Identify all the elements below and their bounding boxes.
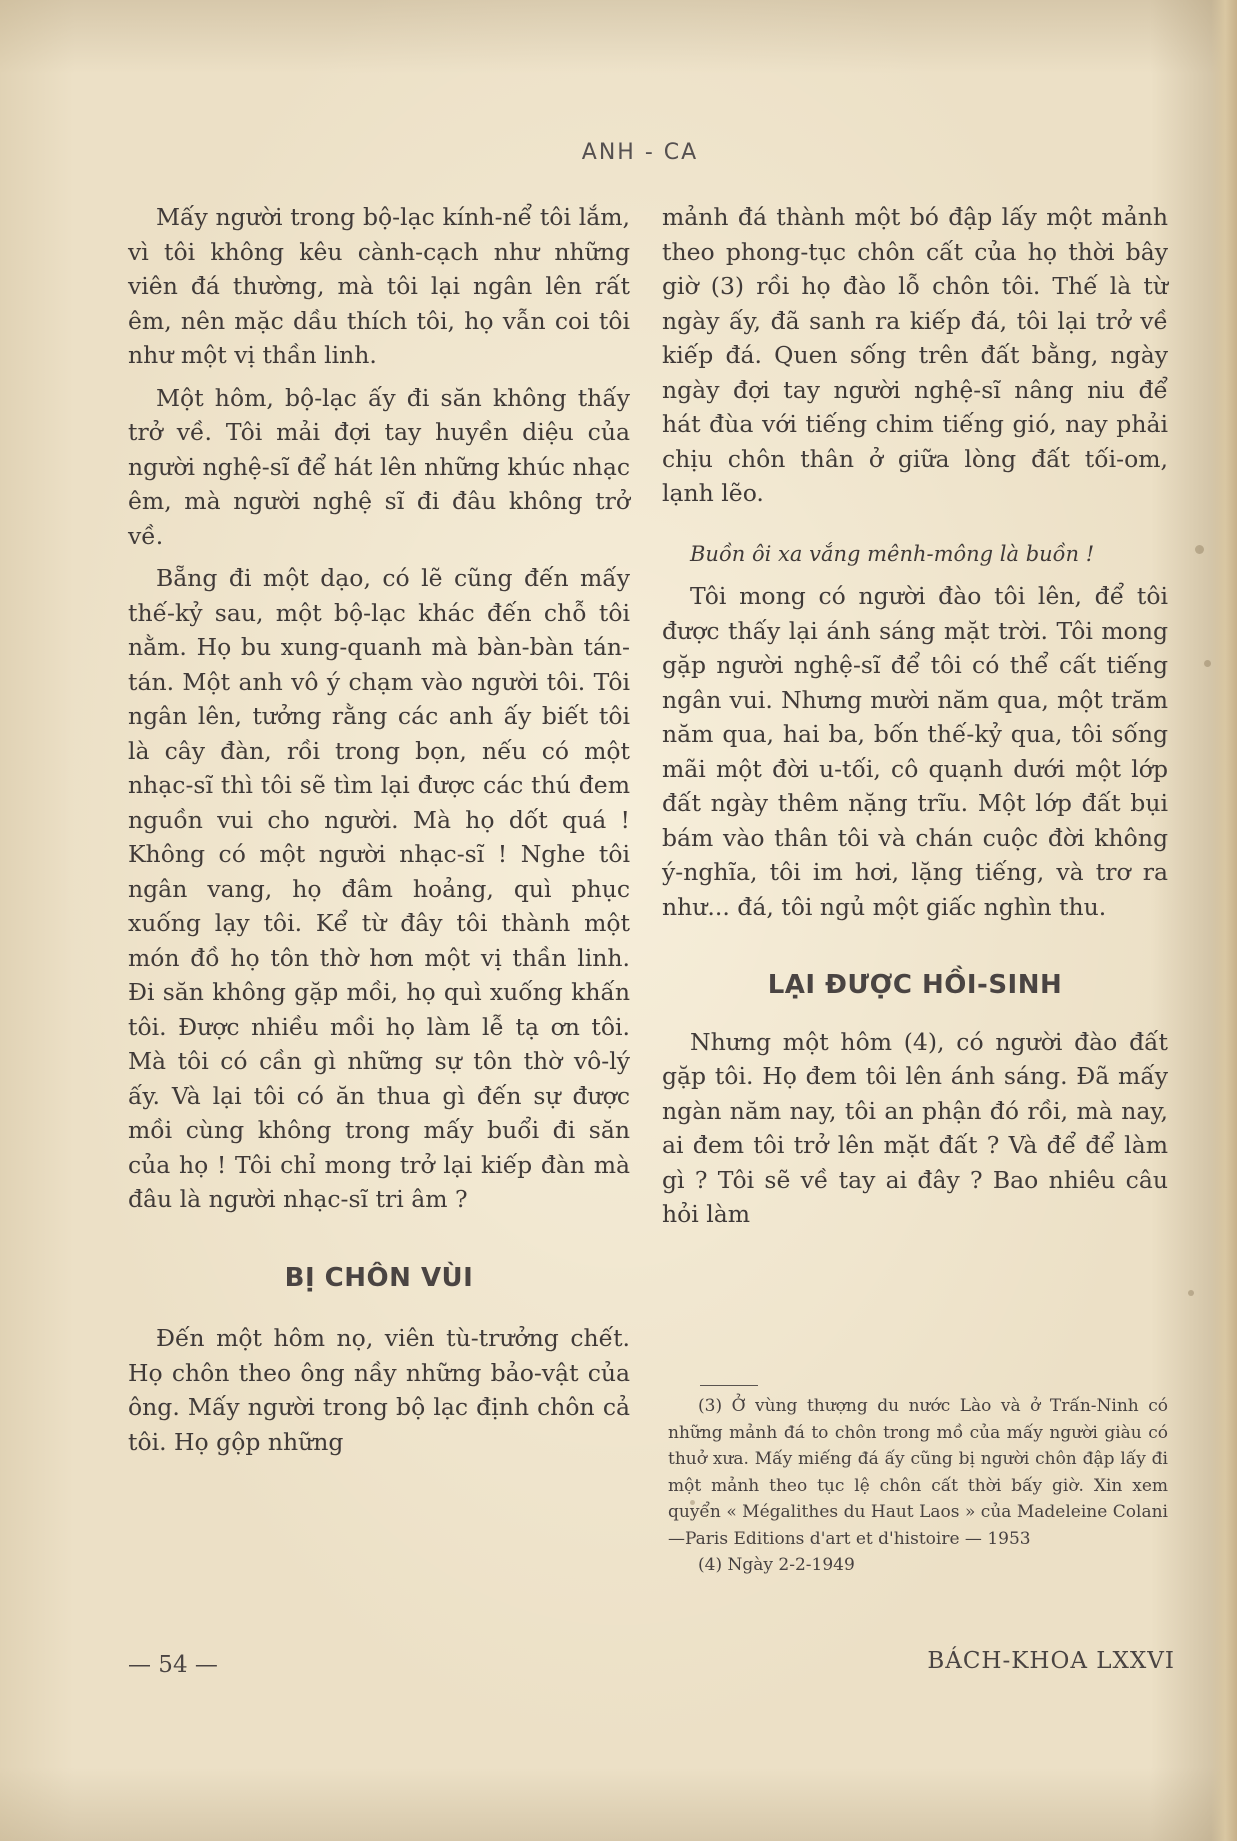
page-number: — 54 — [128, 1652, 218, 1678]
running-title: ANH - CA [581, 140, 699, 165]
magazine-title: BÁCH-KHOA LXXVI [927, 1648, 1175, 1674]
paragraph: Đến một hôm nọ, viên tù-trưởng chết. Họ chôn theo ông nầy những bảo-vật của ông. Mấy người trong bộ lạc định chôn cả tôi. Họ gộp những [128, 1324, 630, 1456]
paragraph: Tôi mong có người đào tôi lên, để tôi được thấy lại ánh sáng mặt trời. Tôi mong gặp người nghệ-sĩ để tôi có thể cất tiếng ngân vui. Nhưng mười năm qua, một trăm năm qua, hai ba, bốn thế-kỷ qua, tôi sống mãi một đời u-tối, cô quạnh dưới một lớp đất ngày thêm nặng trĩu. Một lớp đất bụi bám vào thân tôi và chán cuộc đời không ý-nghĩa, tôi im hơi, lặng tiếng, và trơ ra như... đá, tôi ngủ một giấc nghìn thu. [662, 582, 1168, 921]
section-heading: BỊ CHÔN VÙI [284, 1262, 474, 1293]
paper-speck [690, 1500, 695, 1505]
footnote: (4) Ngày 2-2-1949 [698, 1555, 855, 1575]
paper-speck [1188, 1290, 1194, 1296]
section-heading: LẠI ĐƯỢC HỒI-SINH [767, 970, 1063, 1000]
left-column [128, 200, 630, 1459]
footnotes [668, 1393, 1168, 1579]
paragraph: Bẵng đi một dạo, có lẽ cũng đến mấy thế-kỷ sau, một bộ-lạc khác đến chỗ tôi nằm. Họ bu xung-quanh mà bàn-bàn tán-tán. Một anh vô ý chạm vào người tôi. Tôi ngân lên, tưởng rằng các anh ấy biết tôi là cây đàn, rồi trong bọn, nếu có một nhạc-sĩ thì tôi sẽ tìm lại được các thú đem nguồn vui cho người. Mà họ dốt quá ! Không có một người nhạc-sĩ ! Nghe tôi ngân vang, họ đâm hoảng, quì phục xuống lạy tôi. Kể từ đây tôi thành một món đồ họ tôn thờ hơn một vị thần linh. Đi săn không gặp mồi, họ quì xuống khấn tôi. Được nhiều mồi họ làm lễ tạ ơn tôi. Mà tôi có cần gì những sự tôn thờ vô-lý ấy. Và lại tôi có ăn thua gì đến sự được mồi cùng không trong mấy buổi đi săn của họ ! Tôi chỉ mong trở lại kiếp đàn mà đâu là người nhạc-sĩ tri âm ? [128, 564, 630, 1213]
right-column [662, 200, 1168, 1232]
paragraph: Một hôm, bộ-lạc ấy đi săn không thấy trở về. Tôi mải đợi tay huyền diệu của người nghệ-sĩ để hát lên những khúc nhạc êm, mà người nghệ sĩ đi đâu không trở về. [128, 383, 630, 550]
paper-edge-shadow [1211, 0, 1237, 1841]
paragraph: Nhưng một hôm (4), có người đào đất gặp tôi. Họ đem tôi lên ánh sáng. Đã mấy ngàn năm nay, tôi an phận đó rồi, mà nay, ai đem tôi trở lên mặt đất ? Và để để làm gì ? Tôi sẽ về tay ai đây ? Bao nhiêu câu hỏi làm [662, 1027, 1168, 1228]
paragraph: Mấy người trong bộ-lạc kính-nể tôi lắm, vì tôi không kêu cành-cạch như những viên đá thường, mà tôi lại ngân lên rất êm, nên mặc dầu thích tôi, họ vẫn coi tôi như một vị thần linh. [128, 203, 630, 369]
paper-speck [1195, 545, 1204, 554]
paper-speck [1204, 660, 1211, 667]
footnote: (3) Ở vùng thượng du nước Lào và ở Trấn-Ninh có những mảnh đá to chôn trong mồ của mấy người giàu có thuở xưa. Mấy miếng đá ấy cũng bị người chôn đập lấy đi một mảnh theo tục lệ chôn cất thời bấy giờ. Xin xem quyển « Mégalithes du Haut Laos » của Madeleine Colani—Paris Editions d'art et d'histoire — 1953 [668, 1396, 1168, 1549]
verse-quote: Buồn ôi xa vắng mênh-mông là buồn ! [690, 541, 1095, 566]
footnote-divider [700, 1385, 758, 1386]
paragraph: mảnh đá thành một bó đập lấy một mảnh theo phong-tục chôn cất của họ thời bây giờ (3) rồi họ đào lỗ chôn tôi. Thế là từ ngày ấy, đã sanh ra kiếp đá, tôi lại trở về kiếp đá. Quen sống trên đất bằng, ngày ngày đợi tay người nghệ-sĩ nâng niu để hát đùa với tiếng chim tiếng gió, nay phải chịu chôn thân ở giữa lòng đất tối-om, lạnh lẽo. [662, 203, 1168, 507]
